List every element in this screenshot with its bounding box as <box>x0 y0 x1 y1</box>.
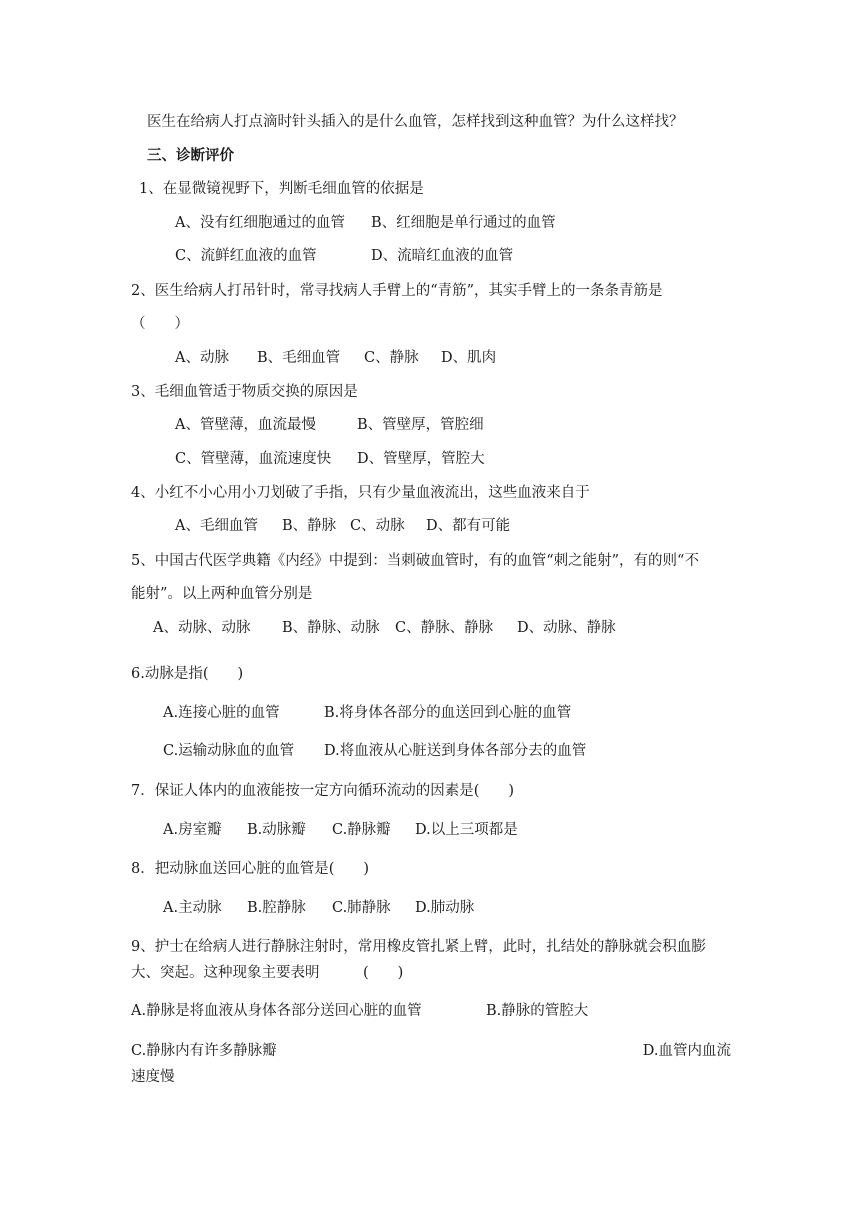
q1-option-b: B、红细胞是单行通过的血管 <box>371 215 556 231</box>
question-5-stem-cont: 能射”。以上两种血管分别是 <box>131 586 313 602</box>
q8-option-c: C.肺静脉 <box>332 900 391 916</box>
question-3-stem: 3、毛细血管适于物质交换的原因是 <box>131 384 358 400</box>
question-4-stem: 4、小红不小心用小刀划破了手指，只有少量血液流出，这些血液来自于 <box>131 485 590 501</box>
q2-option-c: C、静脉 <box>364 350 419 366</box>
q9-option-d-wrap: 速度慢 <box>131 1069 175 1085</box>
question-1-stem: 1、在显微镜视野下，判断毛细血管的依据是 <box>139 181 424 197</box>
q2-option-a: A、动脉 <box>175 350 229 366</box>
q6-option-c: C.运输动脉血的血管 <box>163 743 295 759</box>
q1-option-a: A、没有红细胞通过的血管 <box>175 215 345 231</box>
q9-option-d: D.血管内血流 <box>642 1043 731 1059</box>
question-2-stem-cont: （ ） <box>131 316 189 332</box>
question-6-stem: 6.动脉是指( ) <box>131 666 244 682</box>
section-title: 三、诊断评价 <box>147 147 234 164</box>
q5-option-d: D、动脉、静脉 <box>517 620 616 636</box>
q5-option-a: A、动脉、动脉 <box>153 620 251 636</box>
question-8-stem: 8．把动脉血送回心脏的血管是( ) <box>131 861 370 877</box>
q6-option-a: A.连接心脏的血管 <box>163 705 280 721</box>
q4-option-a: A、毛细血管 <box>175 518 258 534</box>
q7-option-a: A.房室瓣 <box>163 822 222 838</box>
q2-option-b: B、毛细血管 <box>257 350 341 366</box>
q1-option-c: C、流鲜红血液的血管 <box>175 248 317 264</box>
q7-option-b: B.动脉瓣 <box>247 822 306 838</box>
q9-option-b: B.静脉的管腔大 <box>486 1003 589 1019</box>
q4-option-c: C、动脉 <box>350 518 405 534</box>
q9-option-a: A.静脉是将血液从身体各部分送回心脏的血管 <box>131 1003 422 1019</box>
q1-option-d: D、流暗红血液的血管 <box>371 248 514 264</box>
question-9-stem-cont: 大、突起。这种现象主要表明 ( ) <box>131 965 404 981</box>
question-9-stem: 9、护士在给病人进行静脉注射时，常用橡皮管扎紧上臂，此时，扎结处的静脉就会积血膨 <box>131 939 706 955</box>
q3-option-c: C、管壁薄，血流速度快 <box>175 451 332 467</box>
q3-option-a: A、管壁薄，血流最慢 <box>175 417 316 433</box>
q8-option-a: A.主动脉 <box>163 900 222 916</box>
q4-option-d: D、都有可能 <box>426 518 511 534</box>
q5-option-b: B、静脉、动脉 <box>282 620 380 636</box>
question-5-stem: 5、中国古代医学典籍《内经》中提到：当刺破血管时，有的血管“刺之能射”，有的则“不 <box>131 553 699 569</box>
q6-option-d: D.将血液从心脏送到身体各部分去的血管 <box>324 743 587 759</box>
q3-option-d: D、管壁厚，管腔大 <box>357 451 485 467</box>
q2-option-d: D、肌肉 <box>441 350 497 366</box>
intro-question: 医生在给病人打点滴时针头插入的是什么血管，怎样找到这种血管？为什么这样找？ <box>147 114 684 130</box>
q4-option-b: B、静脉 <box>282 518 337 534</box>
question-7-stem: 7．保证人体内的血液能按一定方向循环流动的因素是( ) <box>131 783 515 799</box>
q8-option-b: B.腔静脉 <box>247 900 306 916</box>
q7-option-d: D.以上三项都是 <box>415 822 518 838</box>
q5-option-c: C、静脉、静脉 <box>395 620 494 636</box>
q8-option-d: D.肺动脉 <box>415 900 475 916</box>
q6-option-b: B.将身体各部分的血送回到心脏的血管 <box>324 705 572 721</box>
question-2-stem: 2、医生给病人打吊针时，常寻找病人手臂上的“青筋”，其实手臂上的一条条青筋是 <box>131 283 663 299</box>
q3-option-b: B、管壁厚，管腔细 <box>357 417 484 433</box>
q7-option-c: C.静脉瓣 <box>332 822 391 838</box>
q9-option-row-2 <box>131 1041 731 1061</box>
q9-option-c: C.静脉内有许多静脉瓣 <box>131 1043 277 1059</box>
